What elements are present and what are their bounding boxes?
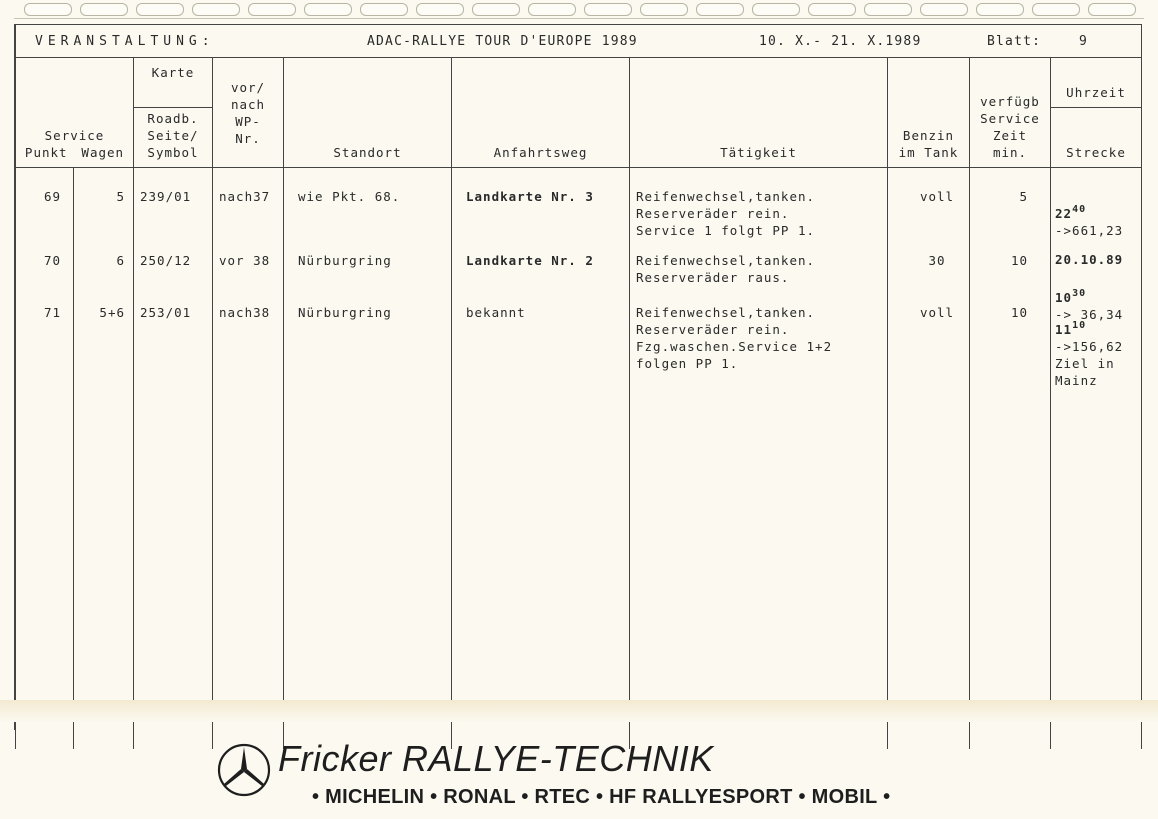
service-group-label: Service [44, 128, 105, 143]
row-71-taetigkeit: Reifenwechsel,tanken. Reserveräder rein. Fzg.waschen.Service 1+2 folgen PP 1. [636, 305, 833, 371]
row-69-punkt: 69 [43, 189, 61, 204]
zeit-column [970, 168, 1051, 750]
sheet-label: Blatt: [987, 34, 1042, 49]
row-69-strecke: ->661,23 [1055, 223, 1124, 238]
vor-nach-header: vor/ nach WP- Nr. [213, 58, 284, 168]
row-70-taetigkeit: Reifenwechsel,tanken. Reserveräder raus. [636, 253, 816, 285]
row-69-benzin: voll [919, 189, 955, 204]
row-70-anfahrtsweg: Landkarte Nr. 2 [466, 253, 594, 268]
uhrzeit-column [1051, 168, 1142, 750]
service-sheet [14, 24, 1142, 730]
row-71-minute: 10 [1072, 320, 1087, 331]
anfahrtsweg-header: Anfahrtsweg [452, 58, 630, 168]
paper-fold [0, 700, 1158, 722]
service-table [15, 24, 1142, 749]
strecke-header: Strecke [1051, 108, 1142, 168]
row-70-minute: 30 [1072, 288, 1087, 299]
service-group-header [16, 58, 134, 168]
verfuegb-header: verfügb Service Zeit min. [970, 58, 1051, 168]
brand-name: Fricker RALLYE-TECHNIK [278, 738, 714, 779]
taetigkeit-header: Tätigkeit [630, 58, 888, 168]
row-70-punkt: 70 [43, 253, 61, 268]
event-title: ADAC-RALLYE TOUR D'EUROPE 1989 [367, 34, 638, 49]
punkt-header: Punkt [24, 145, 68, 160]
row-70-roadbook: 250/12 [140, 253, 192, 268]
row-69-minute: 40 [1072, 204, 1087, 215]
roadbook-header: Roadb. Seite/ Symbol [134, 108, 213, 168]
karte-header: Karte [134, 58, 213, 108]
row-70-zeit: 10 [1010, 253, 1028, 268]
row-70-standort: Nürburgring [298, 253, 392, 268]
row-69-taetigkeit: Reifenwechsel,tanken. Reserveräder rein. Service 1 folgt PP 1. [636, 189, 816, 238]
row-69-standort: wie Pkt. 68. [298, 189, 401, 204]
event-label: VERANSTALTUNG: [35, 34, 215, 49]
row-70-hour: 10 [1055, 290, 1073, 305]
wagen-header: Wagen [81, 145, 125, 160]
standort-column [284, 168, 452, 750]
row-71-benzin: voll [919, 305, 955, 320]
uhrzeit-header: Uhrzeit [1051, 58, 1142, 108]
row-69-roadbook: 239/01 [140, 189, 192, 204]
roadbook-column [134, 168, 213, 750]
perforation-strip [14, 0, 1144, 19]
row-70-vor-nach: vor 38 [219, 253, 271, 268]
row-71-standort: Nürburgring [298, 305, 392, 320]
row-71-vor-nach: nach38 [219, 305, 271, 320]
sheet-number: 9 [1079, 34, 1089, 49]
taetigkeit-column [630, 168, 888, 750]
row-70-wagen: 6 [116, 253, 125, 268]
three-pointed-star-logo-icon [216, 742, 272, 798]
benzin-header: Benzin im Tank [888, 58, 970, 168]
vor-nach-column [213, 168, 284, 750]
row-70-strecke: -> 36,34 [1055, 307, 1124, 322]
standort-header: Standort [284, 58, 452, 168]
row-71-hour: 11 [1055, 322, 1073, 337]
row-71-uhrzeit [1055, 300, 1140, 406]
sponsor-line: • MICHELIN • RONAL • RTEC • HF RALLYESPORT • MOBIL • [312, 786, 891, 808]
row-70-benzin: 30 [928, 253, 946, 268]
row-71-wagen: 5+6 [99, 305, 125, 320]
row-69-zeit: 5 [1019, 189, 1028, 204]
row-69-hour: 22 [1055, 206, 1073, 221]
row-69-wagen: 5 [116, 189, 125, 204]
event-dates: 10. X.- 21. X.1989 [759, 34, 922, 49]
anfahrtsweg-column [452, 168, 630, 750]
row-71-roadbook: 253/01 [140, 305, 192, 320]
row-69-vor-nach: nach37 [219, 189, 271, 204]
row-69-anfahrtsweg: Landkarte Nr. 3 [466, 189, 594, 204]
punkt-column [16, 168, 74, 750]
wagen-column [74, 168, 134, 750]
event-header [16, 25, 1142, 58]
row-71-punkt: 71 [43, 305, 61, 320]
row-71-zeit: 10 [1010, 305, 1028, 320]
row-71-strecke: ->156,62 Ziel in Mainz [1055, 339, 1124, 388]
row-70-datum: 20.10.89 [1055, 252, 1124, 267]
row-71-anfahrtsweg: bekannt [466, 305, 526, 320]
benzin-column [888, 168, 970, 750]
